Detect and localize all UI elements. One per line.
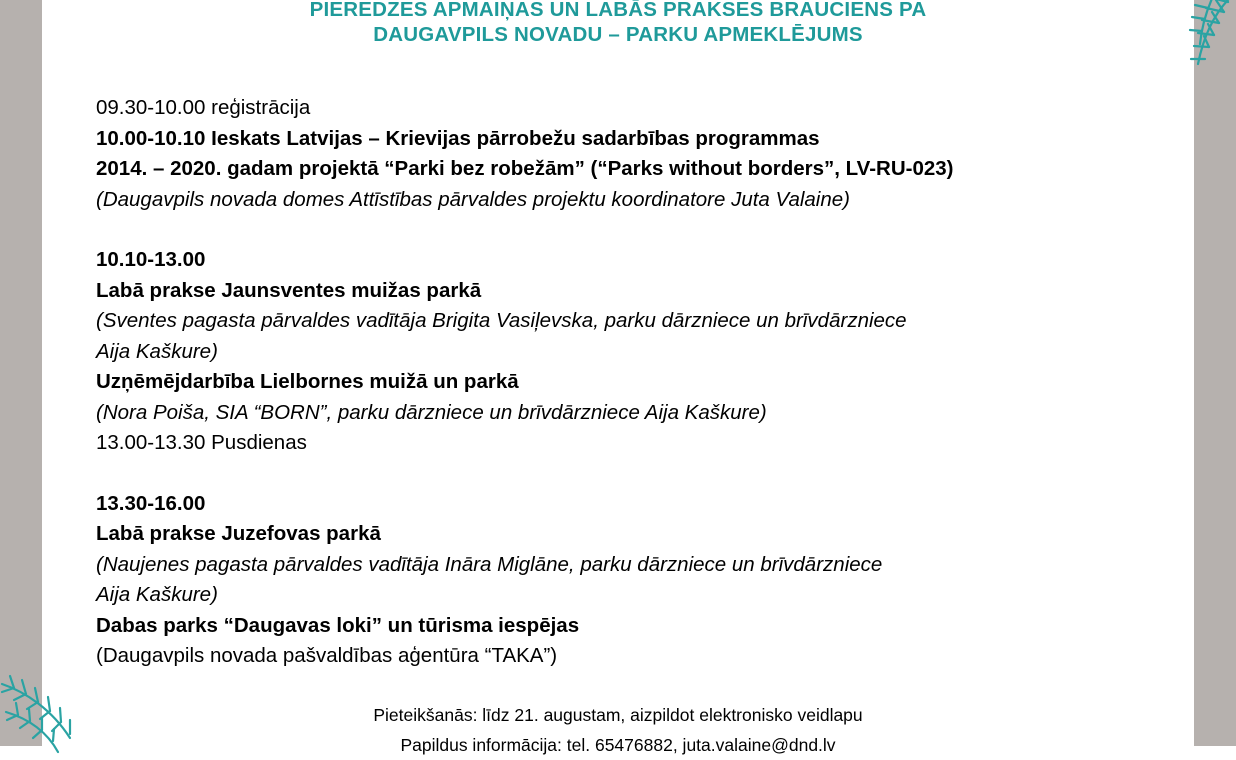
agenda-line: 13.30-16.00	[96, 491, 206, 515]
agenda-line: Labā prakse Jaunsventes muižas parkā	[96, 278, 482, 302]
registration-note: Pieteikšanās: līdz 21. augustam, aizpildot elektronisko veidlapu	[373, 704, 863, 725]
agenda-line: (Daugavpils novada pašvaldības aģentūra “TAKA”)	[96, 644, 558, 667]
agenda-line: (Nora Poiša, SIA “BORN”, parku dārzniece un brīvdārzniece Aija Kaškure)	[96, 400, 767, 424]
poster-header	[42, 0, 1194, 47]
agenda-gap	[96, 215, 1194, 245]
header-line-2: PIEREDZES APMAIŅAS UN LABĀS PRAKSES BRAUCIENS PA	[309, 0, 927, 21]
agenda-line: Aija Kaškure)	[96, 583, 218, 606]
poster-footer	[42, 700, 1194, 760]
agenda-line: (Daugavpils novada domes Attīstības pārvaldes projektu koordinatore Juta Valaine)	[96, 187, 850, 211]
left-grey-band	[0, 0, 42, 746]
agenda-line: (Naujenes pagasta pārvaldes vadītāja Ināra Miglāne, parku dārzniece un brīvdārzniece	[96, 552, 883, 576]
right-grey-band	[1194, 0, 1236, 746]
agenda-line: Dabas parks “Daugavas loki” un tūrisma iespējas	[96, 613, 580, 637]
agenda-line: Aija Kaškure)	[96, 339, 218, 363]
agenda-line: 13.00-13.30 Pusdienas	[96, 431, 307, 454]
agenda-line: 2014. – 2020. gadam projektā “Parki bez robežām” (“Parks without borders”, LV-RU-023)	[96, 157, 954, 180]
agenda-line: Labā prakse Juzefovas parkā	[96, 522, 381, 545]
agenda-list	[42, 93, 1194, 672]
agenda-gap	[96, 459, 1194, 489]
header-agenda-gap	[42, 47, 1194, 93]
agenda-line: (Sventes pagasta pārvaldes vadītāja Brigita Vasiļevska, parku dārzniece un brīvdārzniece	[96, 309, 907, 332]
contact-note: Papildus informācija: tel. 65476882, juta.valaine@dnd.lv	[400, 734, 836, 755]
agenda-line: 10.00-10.10 Ieskats Latvijas – Krievijas pārrobežu sadarbības programmas	[96, 126, 820, 150]
agenda-line: 09.30-10.00 reģistrācija	[96, 96, 311, 119]
header-line-3: DAUGAVPILS NOVADU – PARKU APMEKLĒJUMS	[373, 23, 863, 46]
agenda-line: Uzņēmējdarbība Lielbornes muižā un parkā	[96, 370, 519, 393]
poster-content	[42, 0, 1194, 755]
agenda-line: 10.10-13.00	[96, 248, 206, 271]
